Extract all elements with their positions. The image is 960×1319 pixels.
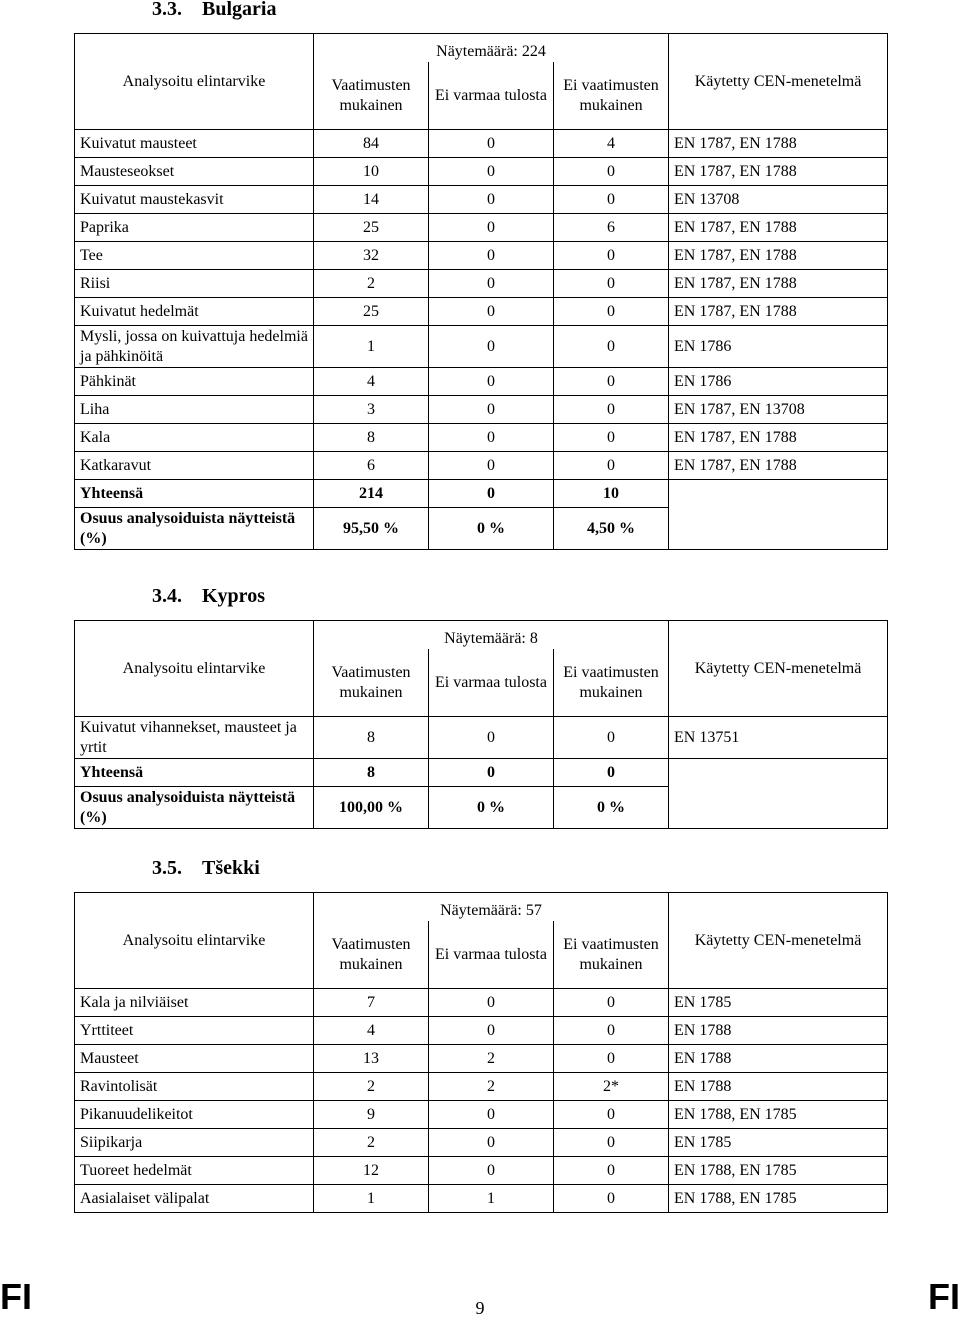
product-cell: Yrttiteet	[75, 1017, 314, 1045]
method-cell: EN 1787, EN 13708	[669, 396, 888, 424]
total-row	[75, 759, 888, 787]
uncertain-cell: 0	[429, 1129, 554, 1157]
total-noncompliant: 0	[554, 759, 669, 787]
compliant-cell: 4	[314, 368, 429, 396]
noncompliant-cell: 2*	[554, 1073, 669, 1101]
uncertain-cell: 0	[429, 452, 554, 480]
uncertain-cell: 0	[429, 242, 554, 270]
section-heading-bulgaria: 3.3. Bulgaria	[152, 0, 277, 20]
product-cell: Ravintolisät	[75, 1073, 314, 1101]
header-compliant: Vaatimusten mukainen	[314, 62, 429, 129]
uncertain-cell: 1	[429, 1185, 554, 1213]
total-row	[75, 480, 888, 508]
product-cell: Tuoreet hedelmät	[75, 1157, 314, 1185]
compliant-cell: 2	[314, 1129, 429, 1157]
share-compliant: 95,50 %	[314, 508, 429, 550]
table-row	[75, 1185, 888, 1213]
header-row	[75, 34, 888, 63]
header-sample-count: Näytemäärä: 224	[314, 34, 669, 63]
footer-language-right: FI	[928, 1276, 960, 1317]
method-cell: EN 1787, EN 1788	[669, 298, 888, 326]
table-row	[75, 1073, 888, 1101]
table-row	[75, 368, 888, 396]
share-label: Osuus analysoiduista näytteistä (%)	[75, 508, 314, 550]
table-row	[75, 270, 888, 298]
uncertain-cell: 0	[429, 298, 554, 326]
header-product: Analysoitu elintarvike	[75, 621, 314, 717]
compliant-cell: 84	[314, 130, 429, 158]
noncompliant-cell: 0	[554, 1157, 669, 1185]
product-cell: Pikanuudelikeitot	[75, 1101, 314, 1129]
compliant-cell: 1	[314, 1185, 429, 1213]
table-row	[75, 717, 888, 759]
compliant-cell: 14	[314, 186, 429, 214]
product-cell: Kuivatut maustekasvit	[75, 186, 314, 214]
page-number: 9	[475, 1298, 485, 1318]
footer-language-left: FI	[0, 1276, 32, 1317]
table-row	[75, 1157, 888, 1185]
header-noncompliant: Ei vaatimusten mukainen	[554, 62, 669, 129]
uncertain-cell: 0	[429, 326, 554, 368]
table-row	[75, 1101, 888, 1129]
noncompliant-cell: 0	[554, 1185, 669, 1213]
header-uncertain: Ei varmaa tulosta	[429, 921, 554, 988]
product-cell: Riisi	[75, 270, 314, 298]
header-sample-count: Näytemäärä: 8	[314, 621, 669, 650]
uncertain-cell: 0	[429, 214, 554, 242]
header-noncompliant: Ei vaatimusten mukainen	[554, 649, 669, 716]
noncompliant-cell: 0	[554, 298, 669, 326]
method-cell: EN 1787, EN 1788	[669, 270, 888, 298]
compliant-cell: 2	[314, 270, 429, 298]
compliant-cell: 8	[314, 424, 429, 452]
table-row	[75, 1129, 888, 1157]
header-method: Käytetty CEN-menetelmä	[669, 621, 888, 717]
header-method: Käytetty CEN-menetelmä	[669, 893, 888, 989]
compliant-cell: 12	[314, 1157, 429, 1185]
table-row	[75, 989, 888, 1017]
share-noncompliant: 4,50 %	[554, 508, 669, 550]
method-cell: EN 1787, EN 1788	[669, 242, 888, 270]
method-cell: EN 1788, EN 1785	[669, 1185, 888, 1213]
product-cell: Kuivatut mausteet	[75, 130, 314, 158]
share-uncertain: 0 %	[429, 508, 554, 550]
product-cell: Tee	[75, 242, 314, 270]
method-cell: EN 1788	[669, 1017, 888, 1045]
product-cell: Mausteet	[75, 1045, 314, 1073]
method-cell: EN 1787, EN 1788	[669, 214, 888, 242]
total-uncertain: 0	[429, 480, 554, 508]
header-method: Käytetty CEN-menetelmä	[669, 34, 888, 130]
uncertain-cell: 0	[429, 717, 554, 759]
noncompliant-cell: 0	[554, 270, 669, 298]
compliant-cell: 7	[314, 989, 429, 1017]
total-noncompliant: 10	[554, 480, 669, 508]
uncertain-cell: 0	[429, 368, 554, 396]
method-cell: EN 1787, EN 1788	[669, 424, 888, 452]
noncompliant-cell: 0	[554, 396, 669, 424]
product-cell: Kala ja nilviäiset	[75, 989, 314, 1017]
product-cell: Siipikarja	[75, 1129, 314, 1157]
product-cell: Kuivatut hedelmät	[75, 298, 314, 326]
uncertain-cell: 2	[429, 1073, 554, 1101]
method-cell: EN 1785	[669, 989, 888, 1017]
noncompliant-cell: 0	[554, 326, 669, 368]
product-cell: Kala	[75, 424, 314, 452]
total-method-empty	[669, 480, 888, 550]
uncertain-cell: 0	[429, 158, 554, 186]
uncertain-cell: 0	[429, 270, 554, 298]
method-cell: EN 13708	[669, 186, 888, 214]
section-heading-kypros: 3.4. Kypros	[152, 585, 265, 607]
results-table-kypros	[74, 620, 888, 829]
uncertain-cell: 0	[429, 130, 554, 158]
compliant-cell: 25	[314, 214, 429, 242]
total-uncertain: 0	[429, 759, 554, 787]
method-cell: EN 1788, EN 1785	[669, 1157, 888, 1185]
uncertain-cell: 0	[429, 989, 554, 1017]
header-row	[75, 893, 888, 922]
table-row	[75, 298, 888, 326]
compliant-cell: 4	[314, 1017, 429, 1045]
method-cell: EN 1787, EN 1788	[669, 452, 888, 480]
product-cell: Liha	[75, 396, 314, 424]
product-cell: Paprika	[75, 214, 314, 242]
method-cell: EN 1788	[669, 1045, 888, 1073]
method-cell: EN 1788	[669, 1073, 888, 1101]
uncertain-cell: 0	[429, 1157, 554, 1185]
noncompliant-cell: 6	[554, 214, 669, 242]
uncertain-cell: 0	[429, 424, 554, 452]
header-row	[75, 621, 888, 650]
share-noncompliant: 0 %	[554, 787, 669, 829]
product-cell: Kuivatut vihannekset, mausteet ja yrtit	[75, 717, 314, 759]
noncompliant-cell: 4	[554, 130, 669, 158]
compliant-cell: 32	[314, 242, 429, 270]
noncompliant-cell: 0	[554, 717, 669, 759]
total-label: Yhteensä	[75, 480, 314, 508]
share-label: Osuus analysoiduista näytteistä (%)	[75, 787, 314, 829]
uncertain-cell: 0	[429, 1101, 554, 1129]
compliant-cell: 1	[314, 326, 429, 368]
product-cell: Mausteseokset	[75, 158, 314, 186]
table-row	[75, 242, 888, 270]
table-row	[75, 130, 888, 158]
total-method-empty	[669, 759, 888, 829]
header-sample-count: Näytemäärä: 57	[314, 893, 669, 922]
header-product: Analysoitu elintarvike	[75, 34, 314, 130]
table-row	[75, 158, 888, 186]
table-row	[75, 186, 888, 214]
compliant-cell: 3	[314, 396, 429, 424]
method-cell: EN 1786	[669, 326, 888, 368]
method-cell: EN 1788, EN 1785	[669, 1101, 888, 1129]
product-cell: Aasialaiset välipalat	[75, 1185, 314, 1213]
share-compliant: 100,00 %	[314, 787, 429, 829]
compliant-cell: 9	[314, 1101, 429, 1129]
table-row	[75, 396, 888, 424]
noncompliant-cell: 0	[554, 424, 669, 452]
table-row	[75, 1017, 888, 1045]
results-table-bulgaria	[74, 33, 888, 550]
table-row	[75, 452, 888, 480]
noncompliant-cell: 0	[554, 989, 669, 1017]
noncompliant-cell: 0	[554, 1045, 669, 1073]
noncompliant-cell: 0	[554, 186, 669, 214]
header-product: Analysoitu elintarvike	[75, 893, 314, 989]
method-cell: EN 13751	[669, 717, 888, 759]
compliant-cell: 2	[314, 1073, 429, 1101]
uncertain-cell: 0	[429, 186, 554, 214]
total-compliant: 8	[314, 759, 429, 787]
section-heading-tsekki: 3.5. Tšekki	[152, 857, 260, 879]
noncompliant-cell: 0	[554, 158, 669, 186]
table-row	[75, 424, 888, 452]
compliant-cell: 10	[314, 158, 429, 186]
uncertain-cell: 2	[429, 1045, 554, 1073]
uncertain-cell: 0	[429, 1017, 554, 1045]
method-cell: EN 1785	[669, 1129, 888, 1157]
compliant-cell: 25	[314, 298, 429, 326]
noncompliant-cell: 0	[554, 1129, 669, 1157]
header-compliant: Vaatimusten mukainen	[314, 921, 429, 988]
compliant-cell: 6	[314, 452, 429, 480]
method-cell: EN 1786	[669, 368, 888, 396]
method-cell: EN 1787, EN 1788	[669, 158, 888, 186]
header-compliant: Vaatimusten mukainen	[314, 649, 429, 716]
table-row	[75, 326, 888, 368]
noncompliant-cell: 0	[554, 452, 669, 480]
compliant-cell: 13	[314, 1045, 429, 1073]
header-uncertain: Ei varmaa tulosta	[429, 649, 554, 716]
noncompliant-cell: 0	[554, 368, 669, 396]
product-cell: Pähkinät	[75, 368, 314, 396]
header-uncertain: Ei varmaa tulosta	[429, 62, 554, 129]
product-cell: Katkaravut	[75, 452, 314, 480]
noncompliant-cell: 0	[554, 242, 669, 270]
noncompliant-cell: 0	[554, 1017, 669, 1045]
header-noncompliant: Ei vaatimusten mukainen	[554, 921, 669, 988]
total-compliant: 214	[314, 480, 429, 508]
product-cell: Mysli, jossa on kuivattuja hedelmiä ja pähkinöitä	[75, 326, 314, 368]
method-cell: EN 1787, EN 1788	[669, 130, 888, 158]
table-row	[75, 214, 888, 242]
compliant-cell: 8	[314, 717, 429, 759]
uncertain-cell: 0	[429, 396, 554, 424]
total-label: Yhteensä	[75, 759, 314, 787]
table-row	[75, 1045, 888, 1073]
noncompliant-cell: 0	[554, 1101, 669, 1129]
share-uncertain: 0 %	[429, 787, 554, 829]
results-table-tsekki	[74, 892, 888, 1213]
